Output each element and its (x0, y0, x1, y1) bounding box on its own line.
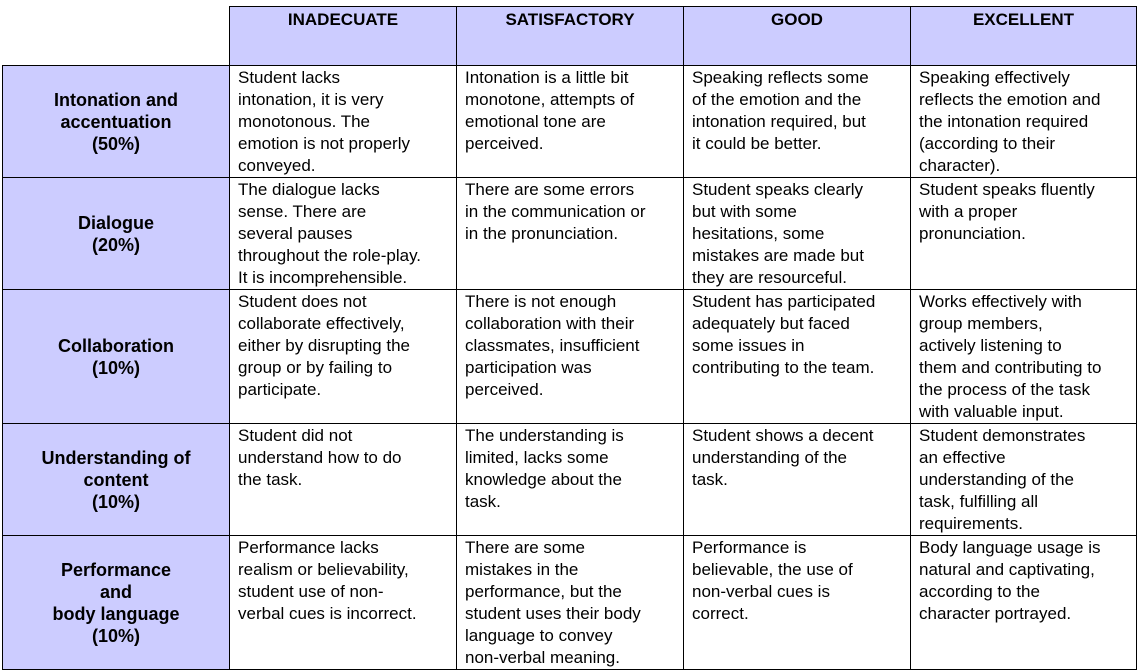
criterion-label-line: and (99, 581, 132, 602)
descriptor-cell: Student lacks intonation, it is very monotonous. The emotion is not properly conveyed. (230, 66, 457, 178)
criterion-label-intonation (3, 66, 230, 178)
criterion-weight: (10%) (91, 357, 140, 378)
criterion-weight: (50%) (91, 133, 140, 154)
criterion-label-line: Performance (60, 559, 172, 580)
criterion-label-line: accentuation (60, 111, 172, 132)
criterion-label-line: Intonation and (54, 89, 178, 110)
criterion-label-line: Dialogue (77, 212, 154, 233)
level-header-inadecuate: INADECUATE (230, 7, 457, 66)
criterion-label-line: Collaboration (58, 335, 174, 356)
criterion-label-line: Understanding of (41, 448, 191, 468)
descriptor-cell: Performance is believable, the use of non-verbal cues is correct. (684, 536, 911, 670)
criterion-weight: (10%) (91, 492, 140, 512)
descriptor-cell: There are some mistakes in the performance, but the student uses their body language to convey non-verbal meaning. (457, 536, 684, 670)
descriptor-cell: Body language usage is natural and captivating, according to the character portrayed. (911, 536, 1137, 670)
criterion-label-dialogue (3, 178, 230, 290)
descriptor-cell: Performance lacks realism or believability, student use of non- verbal cues is incorrect. (230, 536, 457, 670)
criterion-weight: (20%) (91, 234, 140, 255)
criterion-label-line: content (83, 470, 149, 490)
descriptor-cell: Student speaks clearly but with some hesitations, some mistakes are made but they are resourceful. (684, 178, 911, 290)
descriptor-cell: The dialogue lacks sense. There are several pauses throughout the role-play. It is incomprehensible. (230, 178, 457, 290)
descriptor-cell: Student demonstrates an effective understanding of the task, fulfilling all requirements. (911, 424, 1137, 536)
descriptor-cell: The understanding is limited, lacks some knowledge about the task. (457, 424, 684, 536)
descriptor-cell: Student speaks fluently with a proper pronunciation. (911, 178, 1137, 290)
descriptor-cell: Works effectively with group members, actively listening to them and contributing to the process of the task with valuable input. (911, 290, 1137, 424)
criterion-weight: (10%) (91, 625, 140, 646)
criterion-row-dialogue (3, 178, 1137, 290)
criterion-label-line: body language (52, 603, 180, 624)
criterion-label-understanding (3, 424, 230, 536)
rubric-table (2, 6, 1137, 670)
descriptor-cell: Speaking effectively reflects the emotion and the intonation required (according to their character). (911, 66, 1137, 178)
descriptor-cell: Student did not understand how to do the task. (230, 424, 457, 536)
level-header-good: GOOD (684, 7, 911, 66)
criterion-label-performance (3, 536, 230, 670)
descriptor-cell: Student has participated adequately but faced some issues in contributing to the team. (684, 290, 911, 424)
descriptor-cell: There is not enough collaboration with their classmates, insufficient participation was perceived. (457, 290, 684, 424)
criterion-row-intonation (3, 66, 1137, 178)
descriptor-cell: Student does not collaborate effectively, either by disrupting the group or by failing to participate. (230, 290, 457, 424)
criterion-row-understanding (3, 424, 1137, 536)
descriptor-cell: There are some errors in the communication or in the pronunciation. (457, 178, 684, 290)
descriptor-cell: Intonation is a little bit monotone, attempts of emotional tone are perceived. (457, 66, 684, 178)
level-header-excellent: EXCELLENT (911, 7, 1137, 66)
descriptor-cell: Student shows a decent understanding of the task. (684, 424, 911, 536)
criterion-row-performance (3, 536, 1137, 670)
level-header-satisfactory: SATISFACTORY (457, 7, 684, 66)
header-row (3, 7, 1137, 66)
empty-corner-cell (3, 7, 230, 66)
criterion-label-collaboration (3, 290, 230, 424)
criterion-row-collaboration (3, 290, 1137, 424)
descriptor-cell: Speaking reflects some of the emotion and the intonation required, but it could be better. (684, 66, 911, 178)
